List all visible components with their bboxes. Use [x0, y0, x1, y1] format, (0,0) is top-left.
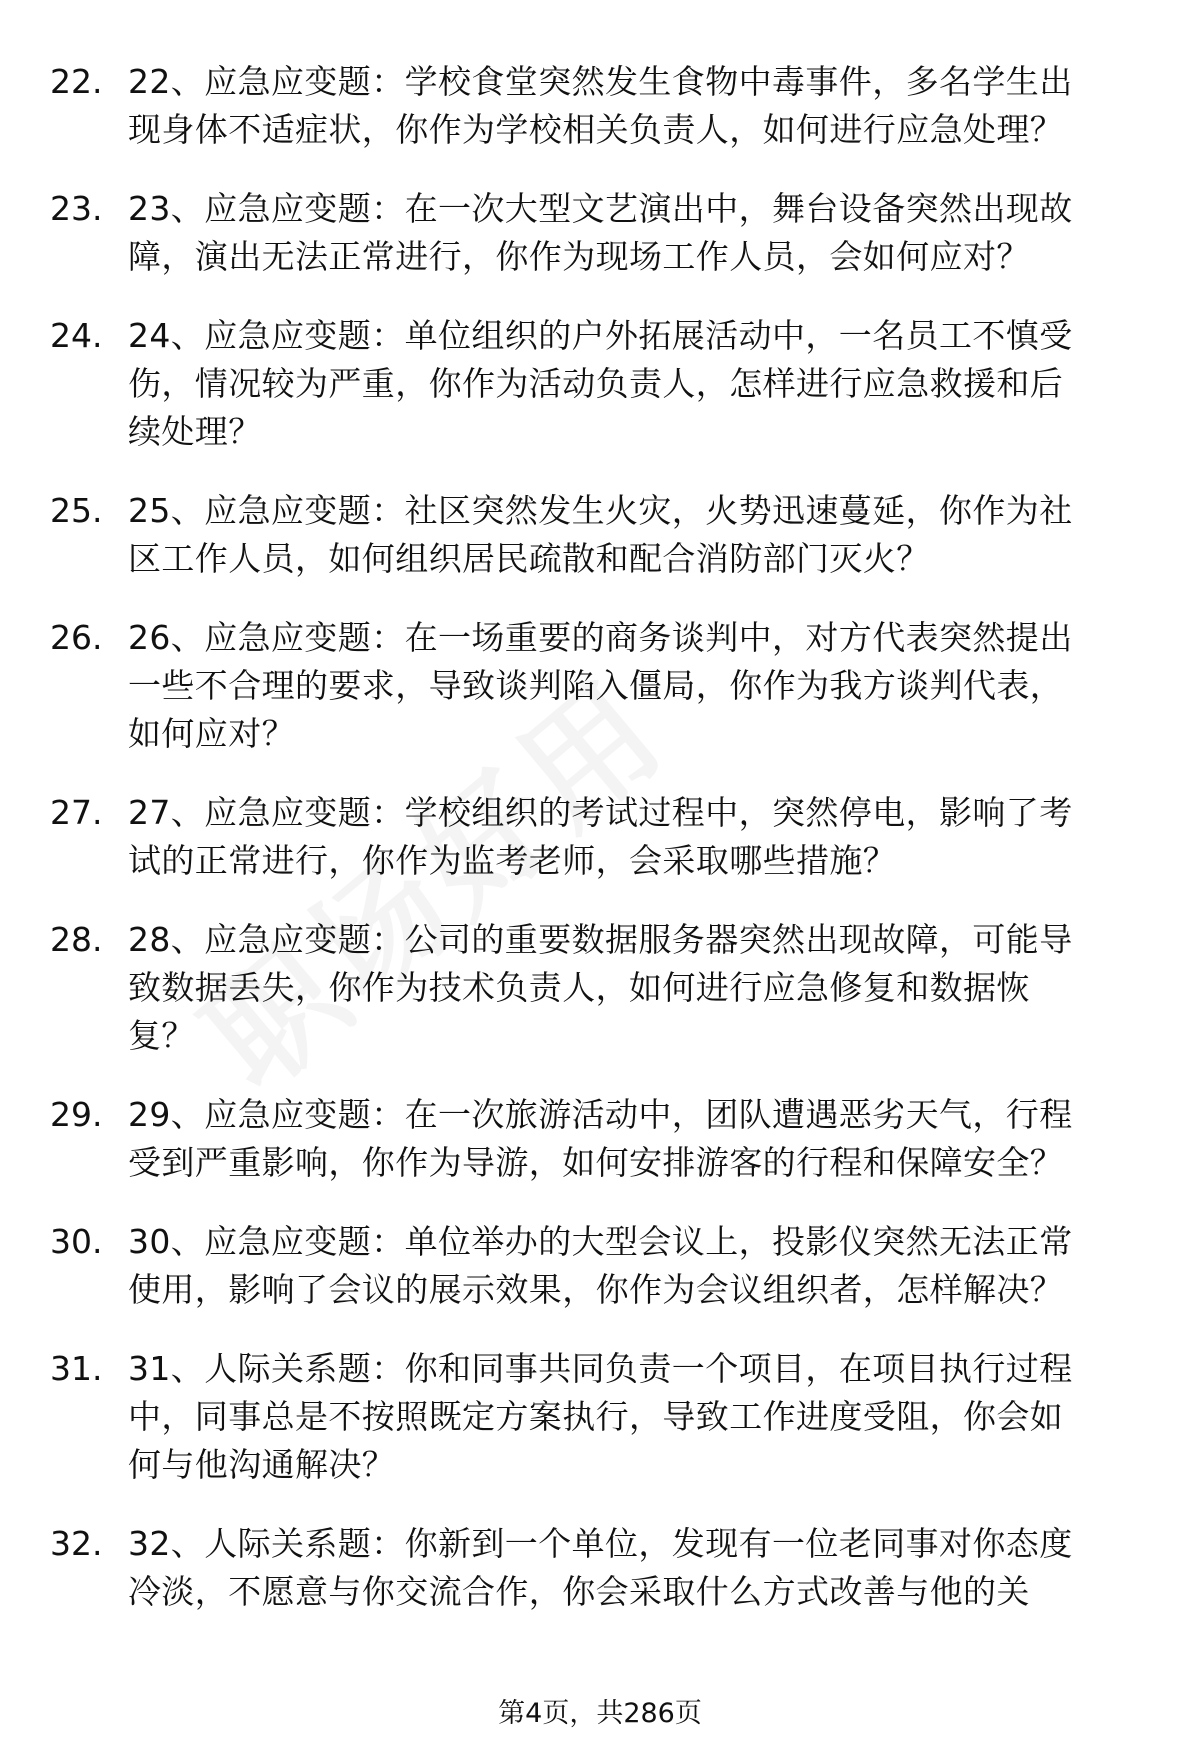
question-number: 27.: [50, 793, 103, 832]
question-item: [50, 1345, 1150, 1489]
question-text: 23、应急应变题：在一次大型文艺演出中，舞台设备突然出现故 障，演出无法正常进行，你作为现场工作人员，会如何应对？: [128, 189, 1073, 276]
question-text: 29、应急应变题：在一次旅游活动中，团队遭遇恶劣天气，行程 受到严重影响，你作为导游，如何安排游客的行程和保障安全？: [128, 1095, 1073, 1182]
question-item: [50, 487, 1150, 583]
question-number: 24.: [50, 316, 103, 355]
question-number: 22.: [50, 62, 103, 101]
question-text: 27、应急应变题：学校组织的考试过程中，突然停电，影响了考 试的正常进行，你作为监考老师，会采取哪些措施？: [128, 793, 1073, 880]
question-number: 30.: [50, 1222, 103, 1261]
question-item: [50, 916, 1150, 1060]
question-text: 26、应急应变题：在一场重要的商务谈判中，对方代表突然提出 一些不合理的要求，导致谈判陷入僵局，你作为我方谈判代表， 如何应对？: [128, 618, 1073, 753]
question-number: 28.: [50, 920, 103, 959]
question-item: [50, 1091, 1150, 1187]
question-item: [50, 312, 1150, 456]
question-text: 22、应急应变题：学校食堂突然发生食物中毒事件，多名学生出 现身体不适症状，你作为学校相关负责人，如何进行应急处理？: [128, 62, 1073, 149]
question-text: 25、应急应变题：社区突然发生火灾，火势迅速蔓延，你作为社 区工作人员，如何组织居民疏散和配合消防部门灭火？: [128, 491, 1073, 578]
question-item: [50, 185, 1150, 281]
question-text: 31、人际关系题：你和同事共同负责一个项目，在项目执行过程 中，同事总是不按照既定方案执行，导致工作进度受阻，你会如 何与他沟通解决？: [128, 1349, 1073, 1484]
question-number: 29.: [50, 1095, 103, 1134]
question-text: 24、应急应变题：单位组织的户外拓展活动中，一名员工不慎受 伤，情况较为严重，你作为活动负责人，怎样进行应急救援和后 续处理？: [128, 316, 1073, 451]
question-item: [50, 789, 1150, 885]
page-footer: 第4页，共286页: [498, 1698, 702, 1729]
question-list: [50, 58, 1150, 1647]
question-number: 25.: [50, 491, 103, 530]
question-text: 30、应急应变题：单位举办的大型会议上，投影仪突然无法正常 使用，影响了会议的展示效果，你作为会议组织者，怎样解决？: [128, 1222, 1073, 1309]
question-number: 23.: [50, 189, 103, 228]
question-item: [50, 1520, 1150, 1616]
question-number: 31.: [50, 1349, 103, 1388]
question-number: 32.: [50, 1524, 103, 1563]
question-item: [50, 614, 1150, 758]
question-text: 32、人际关系题：你新到一个单位，发现有一位老同事对你态度 冷淡，不愿意与你交流合作，你会采取什么方式改善与他的关: [128, 1524, 1073, 1611]
question-item: [50, 1218, 1150, 1314]
question-text: 28、应急应变题：公司的重要数据服务器突然出现故障，可能导 致数据丢失，你作为技术负责人，如何进行应急修复和数据恢 复？: [128, 920, 1073, 1055]
question-number: 26.: [50, 618, 103, 657]
question-item: [50, 58, 1150, 154]
